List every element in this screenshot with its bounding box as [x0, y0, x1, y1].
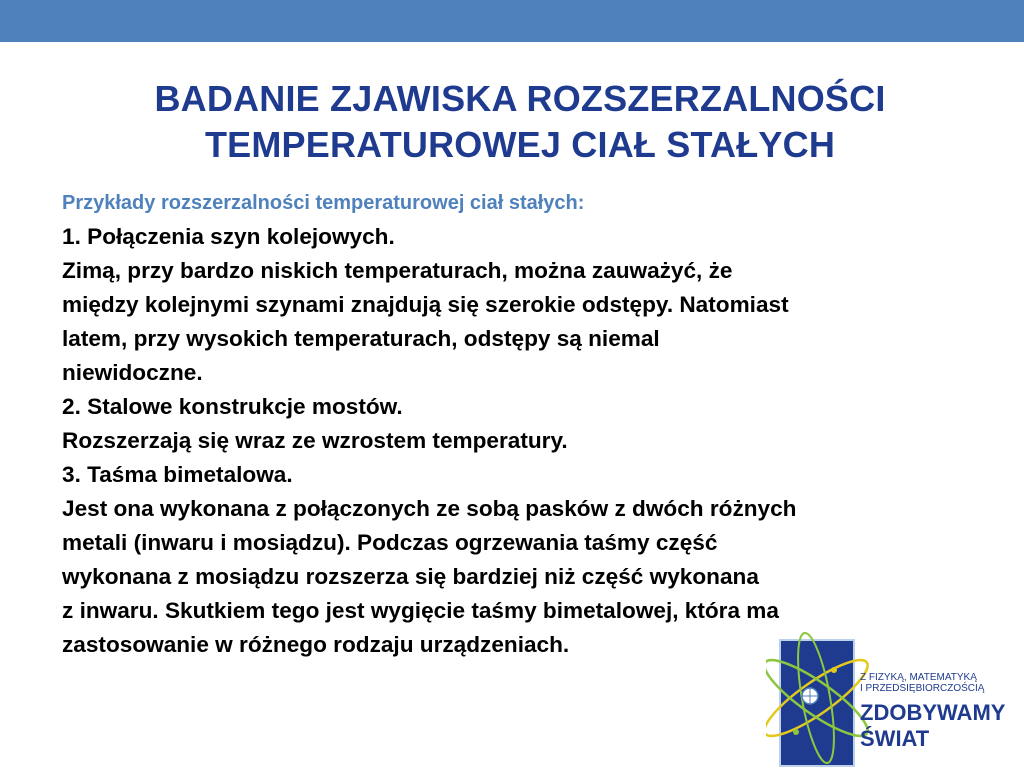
- slide-body: [62, 186, 1002, 662]
- examples-subheading: Przykłady rozszerzalności temperaturowej ciał stałych:: [62, 192, 585, 214]
- logo-line-3: ZDOBYWAMY: [860, 700, 1006, 725]
- body-line: Rozszerzają się wraz ze wzrostem temperatury.: [62, 428, 568, 453]
- body-line: 1. Połączenia szyn kolejowych.: [62, 224, 395, 249]
- logo-line-1: Z FIZYKĄ, MATEMATYKĄ: [860, 672, 977, 683]
- top-accent-bar: [0, 0, 1024, 42]
- body-line: między kolejnymi szynami znajdują się szerokie odstępy. Natomiast: [62, 292, 789, 317]
- logo-line-4: ŚWIAT: [860, 726, 930, 751]
- body-line: 2. Stalowe konstrukcje mostów.: [62, 394, 403, 419]
- body-line: Zimą, przy bardzo niskich temperaturach, można zauważyć, że: [62, 258, 733, 283]
- slide-title-line-1: BADANIE ZJAWISKA ROZSZERZALNOŚCI: [154, 78, 886, 119]
- body-line: metali (inwaru i mosiądzu). Podczas ogrzewania taśmy część: [62, 530, 718, 555]
- slide-title: [120, 76, 920, 168]
- project-logo: [766, 606, 1024, 768]
- body-line: zastosowanie w różnego rodzaju urządzeniach.: [62, 632, 570, 657]
- body-line: latem, przy wysokich temperaturach, odstępy są niemal: [62, 326, 660, 351]
- logo-line-2: I PRZEDSIĘBIORCZOŚCIĄ: [860, 683, 985, 694]
- body-line: Jest ona wykonana z połączonych ze sobą pasków z dwóch różnych: [62, 496, 797, 521]
- logo-text: [860, 672, 1005, 752]
- slide-title-line-2: TEMPERATUROWEJ CIAŁ STAŁYCH: [204, 124, 836, 165]
- body-line: 3. Taśma bimetalowa.: [62, 462, 293, 487]
- body-line: wykonana z mosiądzu rozszerza się bardziej niż część wykonana: [62, 564, 759, 589]
- body-line: niewidoczne.: [62, 360, 203, 385]
- body-line: z inwaru. Skutkiem tego jest wygięcie taśmy bimetalowej, która ma: [62, 598, 779, 623]
